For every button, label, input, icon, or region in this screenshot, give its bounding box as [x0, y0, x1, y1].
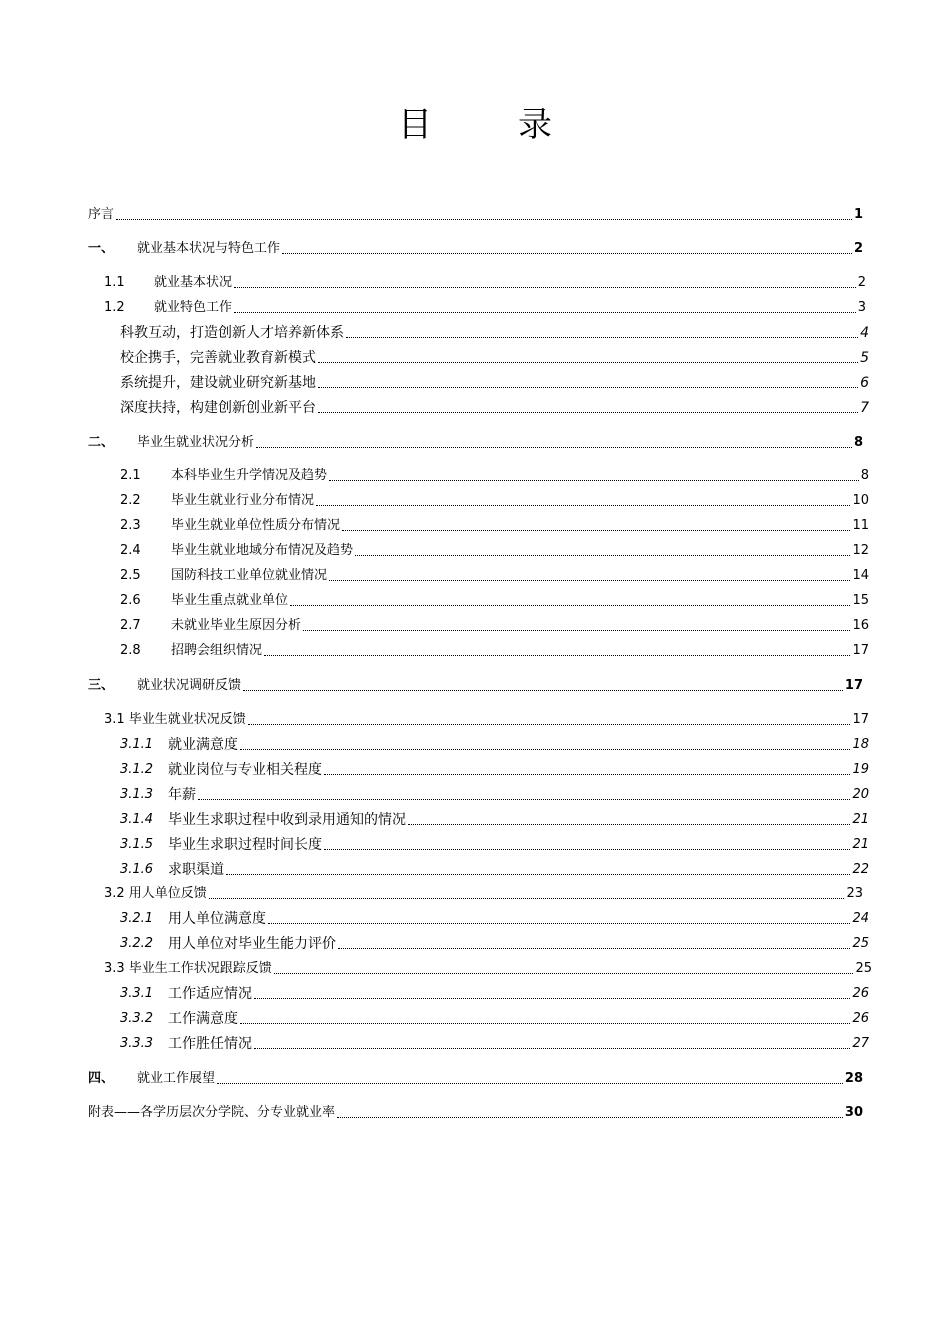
dot-leader — [282, 253, 852, 254]
toc-entry-text: 国防科技工业单位就业情况 — [171, 568, 328, 583]
toc-entry-1-2-b[interactable] — [120, 346, 869, 368]
toc-entry-2-3[interactable] — [120, 514, 869, 536]
dot-leader — [324, 849, 850, 850]
toc-entry-text: 科教互动，打造创新人才培养新体系 — [120, 325, 344, 341]
toc-entry-3-3-2[interactable] — [120, 1007, 869, 1029]
toc-entry-text: 工作适应情况 — [168, 986, 252, 1002]
toc-entry-page: 20 — [852, 787, 869, 802]
toc-entry-page: 28 — [844, 1071, 863, 1086]
toc-entry-text: 序言 — [88, 207, 115, 222]
toc-entry-number: 3.1.2 — [120, 762, 154, 777]
dot-leader — [226, 874, 850, 875]
dot-leader — [338, 948, 850, 949]
toc-entry-text: 年薪 — [168, 787, 196, 803]
toc-entry-2-1[interactable] — [120, 464, 869, 486]
toc-entry-3-2[interactable] — [104, 882, 863, 904]
toc-entry-text: 用人单位对毕业生能力评价 — [168, 936, 336, 952]
toc-entry-text: 校企携手，完善就业教育新模式 — [120, 350, 316, 366]
toc-entry-text: 就业基本状况 — [154, 275, 233, 290]
toc-entry-page: 4 — [860, 325, 869, 341]
toc-entry-page: 22 — [852, 862, 869, 877]
dot-leader — [274, 973, 854, 974]
toc-entry-2-6[interactable] — [120, 589, 869, 611]
toc-entry-page: 1 — [853, 207, 863, 222]
toc-entry-section-2[interactable] — [88, 431, 863, 453]
toc-entry-text: 未就业毕业生原因分析 — [171, 618, 302, 633]
toc-entry-3-1[interactable] — [104, 708, 869, 730]
dot-leader — [303, 630, 850, 631]
toc-entry-number: 2.1 — [120, 468, 141, 483]
toc-entry-section-4[interactable] — [88, 1067, 863, 1089]
toc-entry-3-1-4[interactable] — [120, 808, 869, 830]
toc-entry-3-2-2[interactable] — [120, 932, 869, 954]
toc-entry-number: 1.1 — [104, 275, 125, 290]
toc-entry-1-2[interactable] — [104, 296, 866, 318]
dot-leader — [355, 555, 850, 556]
toc-entry-page: 26 — [852, 986, 869, 1001]
toc-entry-3-3[interactable] — [104, 957, 872, 979]
dot-leader — [324, 774, 850, 775]
toc-entry-number: 3.1.6 — [120, 862, 154, 877]
toc-entry-1-1[interactable] — [104, 271, 866, 293]
dot-leader — [234, 312, 856, 313]
toc-entry-number: 3.3.1 — [120, 986, 154, 1001]
toc-entry-text: 工作胜任情况 — [168, 1036, 252, 1052]
toc-entry-page: 16 — [852, 618, 869, 633]
toc-entry-text: 毕业生求职过程时间长度 — [168, 837, 322, 853]
toc-entry-page: 10 — [852, 493, 869, 508]
toc-entry-page: 3 — [857, 300, 866, 315]
toc-entry-number: 3.2.1 — [120, 911, 154, 926]
toc-entry-page: 26 — [852, 1011, 869, 1026]
toc-entry-text: 毕业生求职过程中收到录用通知的情况 — [168, 812, 406, 828]
toc-entry-text: 就业满意度 — [168, 737, 238, 753]
toc-entry-number: 3.3.2 — [120, 1011, 154, 1026]
toc-entry-2-4[interactable] — [120, 539, 869, 561]
toc-entry-number: 1.2 — [104, 300, 125, 315]
dot-leader — [329, 480, 859, 481]
dot-leader — [268, 923, 850, 924]
toc-entry-3-1-5[interactable] — [120, 833, 869, 855]
toc-entry-page: 18 — [852, 737, 869, 752]
toc-entry-1-2-a[interactable] — [120, 321, 869, 343]
toc-entry-page: 25 — [855, 961, 872, 976]
toc-entry-text: 深度扶持，构建创新创业新平台 — [120, 400, 316, 416]
dot-leader — [316, 505, 850, 506]
toc-entry-page: 8 — [860, 468, 869, 483]
toc-entry-appendix[interactable] — [88, 1101, 863, 1123]
toc-entry-text: 工作满意度 — [168, 1011, 238, 1027]
toc-entry-number: 2.5 — [120, 568, 141, 583]
dot-leader — [290, 605, 850, 606]
dot-leader — [240, 749, 850, 750]
dot-leader — [408, 824, 850, 825]
toc-entry-page: 15 — [852, 593, 869, 608]
toc-entry-page: 27 — [852, 1036, 869, 1051]
toc-entry-number: 一、 — [88, 241, 115, 256]
dot-leader — [342, 530, 850, 531]
toc-entry-page: 8 — [853, 435, 863, 450]
toc-entry-text: 就业岗位与专业相关程度 — [168, 762, 322, 778]
toc-entry-preface[interactable] — [88, 203, 863, 225]
toc-entry-3-2-1[interactable] — [120, 907, 869, 929]
toc-entry-2-7[interactable] — [120, 614, 869, 636]
dot-leader — [318, 387, 858, 388]
toc-entry-number: 四、 — [88, 1071, 115, 1086]
dot-leader — [248, 724, 851, 725]
toc-entry-text: 就业状况调研反馈 — [137, 678, 242, 693]
toc-entry-text: 毕业生重点就业单位 — [171, 593, 289, 608]
toc-entry-number: 2.2 — [120, 493, 141, 508]
toc-entry-2-8[interactable] — [120, 639, 869, 661]
toc-entry-text: 3.2 用人单位反馈 — [104, 886, 207, 901]
toc-entry-3-1-2[interactable] — [120, 758, 869, 780]
toc-entry-text: 本科毕业生升学情况及趋势 — [171, 468, 328, 483]
page-title: 目 录 — [398, 105, 578, 145]
dot-leader — [329, 580, 850, 581]
toc-entry-number: 三、 — [88, 678, 115, 693]
toc-entry-text: 用人单位满意度 — [168, 911, 266, 927]
toc-entry-text: 系统提升，建设就业研究新基地 — [120, 375, 316, 391]
toc-entry-3-1-1[interactable] — [120, 733, 869, 755]
dot-leader — [234, 287, 856, 288]
toc-entry-page: 17 — [844, 678, 863, 693]
toc-entry-3-3-1[interactable] — [120, 982, 869, 1004]
toc-entry-number: 3.1.3 — [120, 787, 154, 802]
toc-entry-page: 6 — [860, 375, 869, 391]
toc-entry-1-2-c[interactable] — [120, 371, 869, 393]
dot-leader — [256, 447, 852, 448]
toc-entry-text: 就业工作展望 — [137, 1071, 216, 1086]
toc-entry-page: 21 — [852, 837, 869, 852]
dot-leader — [254, 1048, 850, 1049]
toc-entry-number: 二、 — [88, 435, 115, 450]
dot-leader — [209, 898, 845, 899]
toc-entry-text: 毕业生就业单位性质分布情况 — [171, 518, 341, 533]
toc-entry-page: 7 — [860, 400, 869, 416]
toc-entry-text: 毕业生就业地域分布情况及趋势 — [171, 543, 354, 558]
toc-entry-page: 17 — [852, 643, 869, 658]
toc-entry-number: 3.3.3 — [120, 1036, 154, 1051]
dot-leader — [198, 799, 850, 800]
toc-entry-text: 就业特色工作 — [154, 300, 233, 315]
dot-leader — [264, 655, 850, 656]
toc-entry-2-5[interactable] — [120, 564, 869, 586]
toc-entry-2-2[interactable] — [120, 489, 869, 511]
toc-entry-page: 24 — [852, 911, 869, 926]
toc-entry-page: 11 — [852, 518, 869, 533]
toc-entry-number: 3.1.1 — [120, 737, 154, 752]
toc-entry-section-1[interactable] — [88, 237, 863, 259]
dot-leader — [240, 1023, 850, 1024]
toc-entry-3-1-6[interactable] — [120, 858, 869, 880]
toc-entry-page: 14 — [852, 568, 869, 583]
toc-entry-page: 2 — [857, 275, 866, 290]
toc-entry-page: 12 — [852, 543, 869, 558]
toc-entry-page: 17 — [852, 712, 869, 727]
toc-entry-3-1-3[interactable] — [120, 783, 869, 805]
toc-entry-number: 3.1.4 — [120, 812, 154, 827]
toc-entry-number: 2.7 — [120, 618, 141, 633]
toc-entry-number: 2.8 — [120, 643, 141, 658]
toc-entry-number: 2.4 — [120, 543, 141, 558]
toc-entry-page: 2 — [853, 241, 863, 256]
dot-leader — [337, 1117, 843, 1118]
toc-entry-text: 3.3 毕业生工作状况跟踪反馈 — [104, 961, 272, 976]
toc-entry-text: 毕业生就业行业分布情况 — [171, 493, 315, 508]
dot-leader — [217, 1083, 843, 1084]
dot-leader — [116, 219, 852, 220]
toc-entry-page: 30 — [844, 1105, 863, 1120]
toc-entry-page: 23 — [846, 886, 863, 901]
toc-entry-page: 25 — [852, 936, 869, 951]
toc-entry-text: 求职渠道 — [168, 862, 224, 878]
toc-entry-text: 毕业生就业状况分析 — [137, 435, 255, 450]
toc-entry-number: 3.1.5 — [120, 837, 154, 852]
toc-entry-text: 就业基本状况与特色工作 — [137, 241, 281, 256]
toc-entry-page: 19 — [852, 762, 869, 777]
dot-leader — [318, 412, 858, 413]
dot-leader — [243, 690, 843, 691]
toc-entry-section-3[interactable] — [88, 674, 863, 696]
toc-entry-3-3-3[interactable] — [120, 1032, 869, 1054]
toc-entry-number: 3.2.2 — [120, 936, 154, 951]
dot-leader — [346, 337, 858, 338]
toc-entry-text: 招聘会组织情况 — [171, 643, 263, 658]
toc-entry-page: 21 — [852, 812, 869, 827]
toc-entry-number: 2.6 — [120, 593, 141, 608]
toc-entry-page: 5 — [860, 350, 869, 366]
dot-leader — [318, 362, 858, 363]
toc-entry-text: 3.1 毕业生就业状况反馈 — [104, 712, 246, 727]
toc-entry-text: 附表——各学历层次分学院、分专业就业率 — [88, 1105, 336, 1120]
toc-entry-1-2-d[interactable] — [120, 396, 869, 418]
toc-entry-number: 2.3 — [120, 518, 141, 533]
dot-leader — [254, 998, 850, 999]
